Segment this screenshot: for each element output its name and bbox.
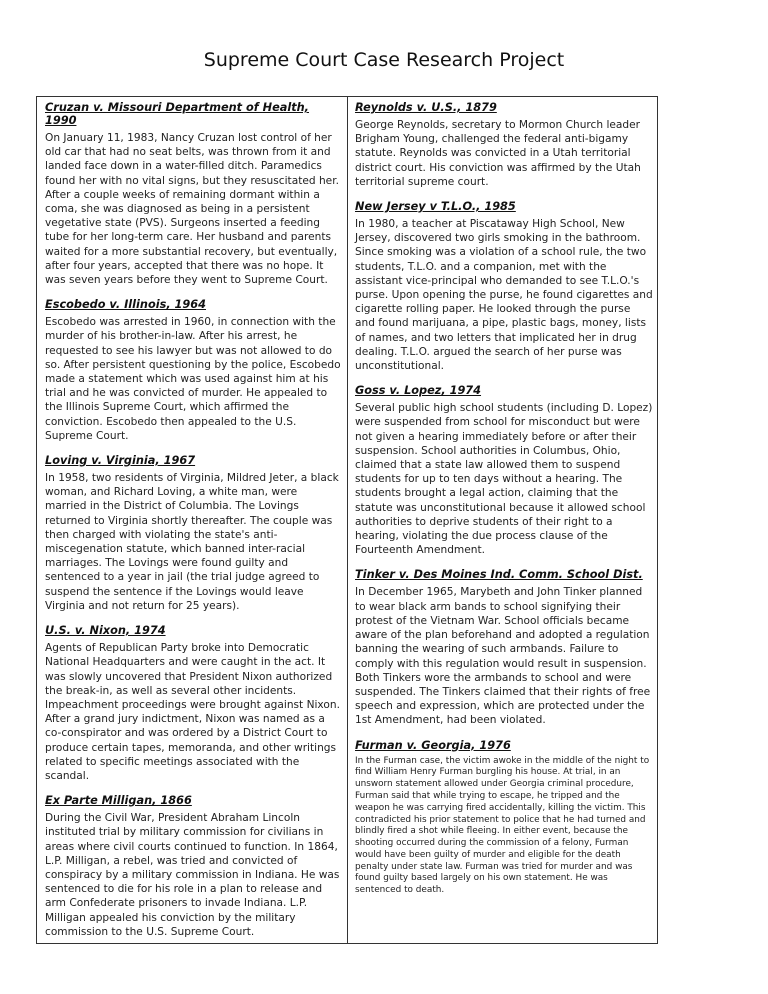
case-entry-escobedo (45, 298, 341, 443)
case-summary: On January 11, 1983, Nancy Cruzan lost control of her old car that had no seat belts, was thrown from it and landed face down in a water-filled ditch. Paramedics found her with no vital signs, but they resuscitated her. After a couple weeks of remaining dormant within a coma, she was diagnosed as being in a persistent vegetative state (PVS). Surgeons inserted a feeding tube for her long-term care. Her husband and parents waited for a more substantial recovery, but eventually, after four years, accepted that there was no hope. It was seven years before they went to Supreme Court. (45, 132, 339, 287)
case-entry-goss (355, 384, 653, 557)
case-title: Escobedo v. Illinois, 1964 (45, 298, 206, 312)
case-entry-tlo (355, 200, 653, 373)
case-title: Furman v. Georgia, 1976 (355, 738, 511, 752)
case-summary: During the Civil War, President Abraham Lincoln instituted trial by military commission for civilians in areas where civil courts continued to function. In 1864, L.P. Milligan, a rebel, was tried and convicted of conspiracy by a military commission in Indiana. He was sentenced to die for his role in a plan to release and arm Confederate prisoners to invade Indiana. L.P. Milligan appealed his conviction by the military commission to the U.S. Supreme Court. (45, 812, 340, 938)
case-entry-loving (45, 454, 341, 613)
case-title: Goss v. Lopez, 1974 (355, 384, 482, 398)
case-title: Ex Parte Milligan, 1866 (45, 794, 192, 808)
case-summary: In 1958, two residents of Virginia, Mildred Jeter, a black woman, and Richard Loving, a white man, were married in the District of Columbia. The Lovings returned to Virginia shortly thereafter. The couple was then charged with violating the state's anti-miscegenation statute, which banned inter-racial marriages. The Lovings were found guilty and sentenced to a year in jail (the trial judge agreed to suspend the sentence if the Lovings would leave Virginia and not return for 25 years). (45, 472, 339, 612)
case-summary: In 1980, a teacher at Piscataway High School, New Jersey, discovered two girls smoking in the bathroom. Since smoking was a violation of a school rule, the two students, T.L.O. and a companion, met with the assistant vice-principal who demanded to see T.L.O.'s purse. Upon opening the purse, he found cigarettes and cigarette rolling paper. He looked through the purse and found marijuana, a pipe, plastic bags, money, lists of names, and two letters that implicated her in drug dealing. T.L.O. argued the search of her purse was unconstitutional. (355, 218, 653, 373)
case-title: Loving v. Virginia, 1967 (45, 454, 196, 468)
case-summary: George Reynolds, secretary to Mormon Church leader Brigham Young, challenged the federal anti-bigamy statute. Reynolds was convicted in a Utah territorial district court. His conviction was affirmed by the Utah territorial supreme court. (355, 119, 641, 188)
case-title: Cruzan v. Missouri Department of Health, 1990 (45, 101, 309, 127)
right-column (355, 101, 653, 908)
case-title: Tinker v. Des Moines Ind. Comm. School Dist. (355, 568, 643, 582)
case-summary: In the Furman case, the victim awoke in the middle of the night to find William Henry Furman burgling his house. At trial, in an unsworn statement allowed under Georgia criminal procedure, Furman said that while trying to escape, he tripped and the weapon he was carrying fired accidentally, killing the victim. This contradicted his prior statement to police that he had turned and blindly fired a shot while fleeing. In either event, because the shooting occurred during the commission of a felony, Furman would have been guilty of murder and eligible for the death penalty under state law. Furman was tried for murder and was found guilty based largely on his own statement. He was sentenced to death. (355, 755, 650, 896)
case-entry-cruzan (45, 101, 341, 287)
case-entry-furman (355, 739, 653, 898)
case-entry-tinker (355, 568, 653, 727)
case-entry-milligan (45, 794, 341, 939)
page-title: Supreme Court Case Research Project (203, 48, 565, 71)
case-title: New Jersey v T.L.O., 1985 (355, 200, 516, 214)
left-column (45, 101, 341, 950)
case-title: U.S. v. Nixon, 1974 (45, 624, 166, 638)
case-summary: In December 1965, Marybeth and John Tinker planned to wear black arm bands to school signifying their protest of the Vietnam War. School officials became aware of the plan beforehand and adopted a regulation banning the wearing of such armbands. Failure to comply with this regulation would result in suspension. Both Tinkers wore the armbands to school and were suspended. The Tinkers claimed that their rights of free speech and expression, which are protected under the 1st Amendment, had been violated. (355, 586, 651, 727)
case-summary: Agents of Republican Party broke into Democratic National Headquarters and were caught in the act. It was slowly uncovered that President Nixon authorized the break-in, as well as several other incidents. Impeachment proceedings were brought against Nixon. After a grand jury indictment, Nixon was named as a co-conspirator and was ordered by a District Court to produce certain tapes, memoranda, and other writings related to specific meetings associated with the scandal. (45, 642, 340, 782)
case-entry-nixon (45, 624, 341, 783)
case-table (36, 96, 658, 944)
column-divider (347, 97, 348, 943)
case-summary: Escobedo was arrested in 1960, in connection with the murder of his brother-in-law. After his arrest, he requested to see his lawyer but was not allowed to do so. After persistent questioning by the police, Escobedo made a statement which was used against him at his trial and he was convicted of murder. He appealed to the Illinois Supreme Court, which affirmed the conviction. Escobedo then appealed to the U.S. Supreme Court. (45, 316, 341, 442)
case-entry-reynolds (355, 101, 653, 189)
case-title: Reynolds v. U.S., 1879 (355, 101, 497, 114)
case-summary: Several public high school students (including D. Lopez) were suspended from school for misconduct but were not given a hearing immediately before or after their suspension. School authorities in Columbus, Ohio, claimed that a state law allowed them to suspend students for up to ten days without a hearing. The students brought a legal action, claiming that the statute was unconstitutional because it allowed school authorities to deprive students of their right to a hearing, violating the due process clause of the Fourteenth Amendment. (355, 402, 653, 557)
